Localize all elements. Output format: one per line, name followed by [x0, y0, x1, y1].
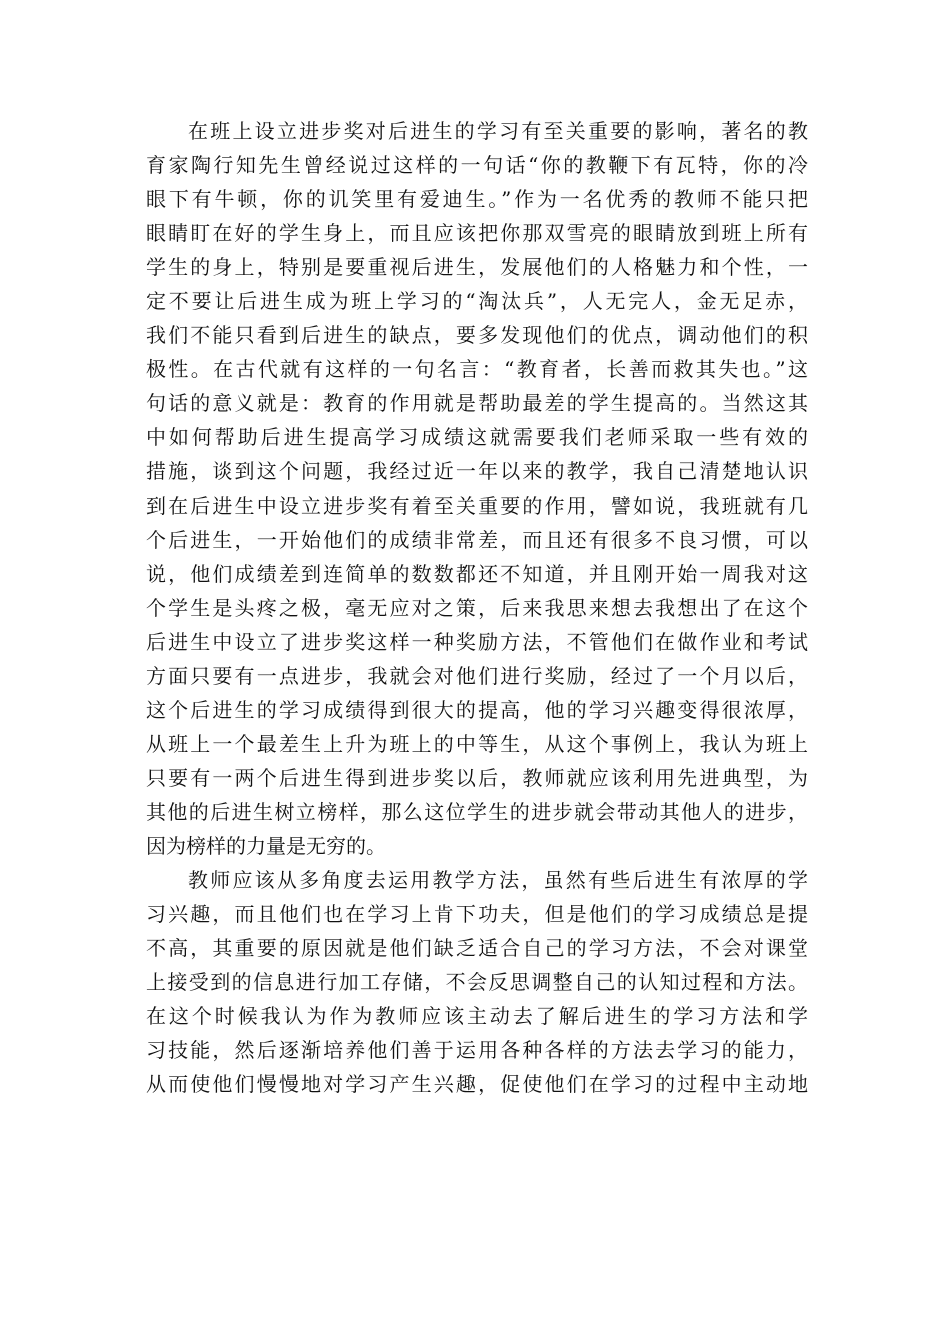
text-line: 我们不能只看到后进生的缺点，要多发现他们的优点，调动他们的积: [146, 323, 808, 348]
text-line: 极性。在古代就有这样的一句名言：“教育者，长善而救其失也。”这: [146, 357, 808, 382]
text-line: 到在后进生中设立进步奖有着至关重要的作用，譬如说，我班就有几: [146, 493, 808, 518]
text-line: 上接受到的信息进行加工存储，不会反思调整自己的认知过程和方法。: [146, 970, 808, 995]
text-line: 育家陶行知先生曾经说过这样的一句话“你的教鞭下有瓦特，你的冷: [146, 153, 808, 178]
text-line: 从班上一个最差生上升为班上的中等生，从这个事例上，我认为班上: [146, 731, 808, 756]
text-line: 习兴趣，而且他们也在学习上肯下功夫，但是他们的学习成绩总是提: [146, 902, 808, 927]
text-line: 个后进生，一开始他们的成绩非常差，而且还有很多不良习惯，可以: [146, 527, 808, 552]
text-line: 眼睛盯在好的学生身上，而且应该把你那双雪亮的眼睛放到班上所有: [146, 221, 808, 246]
text-line: 学生的身上，特别是要重视后进生，发展他们的人格魅力和个性，一: [146, 255, 808, 280]
text-line: 方面只要有一点进步，我就会对他们进行奖励，经过了一个月以后，: [146, 663, 808, 688]
text-line: 中如何帮助后进生提高学习成绩这就需要我们老师采取一些有效的: [146, 425, 808, 450]
text-line: 其他的后进生树立榜样，那么这位学生的进步就会带动其他人的进步，: [146, 799, 808, 824]
document-body: [146, 114, 808, 1101]
text-line: 在这个时候我认为作为教师应该主动去了解后进生的学习方法和学: [146, 1004, 808, 1029]
text-line: 因为榜样的力量是无穷的。: [146, 833, 386, 858]
paragraph: [146, 863, 808, 1101]
text-line: 只要有一两个后进生得到进步奖以后，教师就应该利用先进典型，为: [146, 765, 808, 790]
text-line: 措施，谈到这个问题，我经过近一年以来的教学，我自己清楚地认识: [146, 459, 808, 484]
text-line: 说，他们成绩差到连简单的数数都还不知道，并且刚开始一周我对这: [146, 561, 808, 586]
text-line: 句话的意义就是：教育的作用就是帮助最差的学生提高的。当然这其: [146, 391, 808, 416]
text-line: 教师应该从多角度去运用教学方法，虽然有些后进生有浓厚的学: [188, 868, 808, 893]
text-line: 在班上设立进步奖对后进生的学习有至关重要的影响，著名的教: [188, 119, 808, 143]
text-line: 定不要让后进生成为班上学习的“淘汰兵”，人无完人，金无足赤，: [146, 289, 808, 314]
text-line: 不高，其重要的原因就是他们缺乏适合自己的学习方法，不会对课堂: [146, 936, 808, 961]
text-line: 后进生中设立了进步奖这样一种奖励方法，不管他们在做作业和考试: [146, 629, 808, 654]
text-line: 这个后进生的学习成绩得到很大的提高，他的学习兴趣变得很浓厚，: [146, 697, 808, 722]
text-line: 个学生是头疼之极，毫无应对之策，后来我思来想去我想出了在这个: [146, 595, 808, 620]
text-line: 从而使他们慢慢地对学习产生兴趣，促使他们在学习的过程中主动地: [146, 1072, 808, 1097]
paragraph: [146, 114, 808, 863]
text-line: 眼下有牛顿，你的讥笑里有爱迪生。”作为一名优秀的教师不能只把: [146, 187, 808, 212]
text-line: 习技能，然后逐渐培养他们善于运用各种各样的方法去学习的能力，: [146, 1038, 808, 1063]
